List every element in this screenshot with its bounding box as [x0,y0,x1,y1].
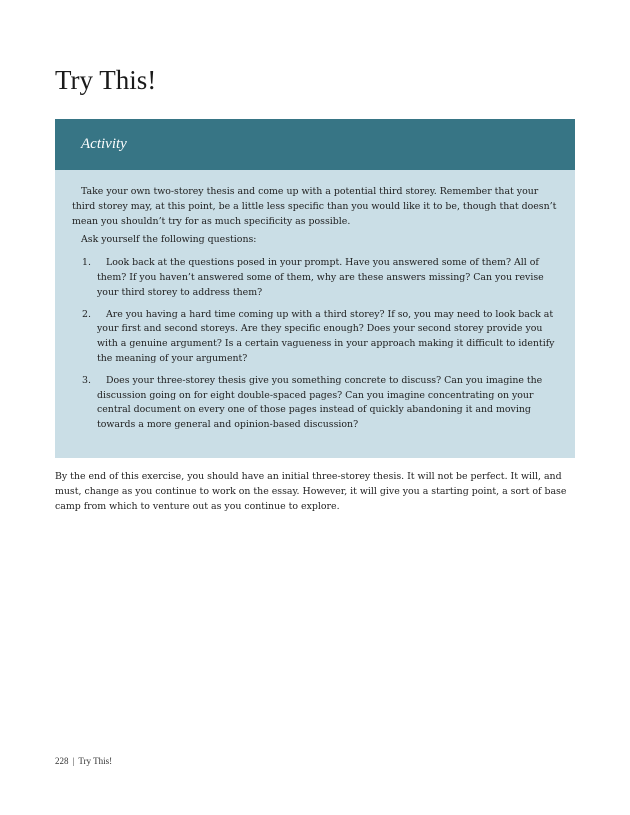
page-number: 228 [55,756,69,766]
questions-intro: Ask yourself the following questions: [81,234,257,246]
closing-paragraph: By the end of this exercise, you should have an initial three-storey thesis. It will not be perfect. It will, and must, change as you continue to work on the essay. However, it will give you a starting point, a sort of base camp from which to venture out as you continue to explore. [55,471,567,512]
question-list [72,256,558,433]
footer-separator: | [72,756,75,766]
question-number: 3. [82,374,91,386]
question-text: Does your three-storey thesis give you something concrete to discuss? Can you imagine the discussion going on for eight double-spaced pages? Can you imagine concentrating on your central document on every one of those pages instead of quickly abandoning it and moving towards a more general and opinion-based discussion? [97,374,543,431]
question-number: 2. [82,308,91,320]
footer-section-title: Try This! [78,756,113,766]
page-footer [55,754,112,768]
question-item [72,374,558,433]
activity-body [55,170,575,433]
page-title: Try This! [55,65,157,95]
question-item [72,256,558,300]
question-text: Are you having a hard time coming up with a third storey? If so, you may need to look back at your first and second storeys. Are they specific enough? Does your second storey provide you with a genuine argument? Is a certain vagueness in your approach making it difficult to identify the meaning of your argument? [97,308,555,364]
activity-intro: Take your own two-storey thesis and come up with a potential third storey. Remember that your third storey may, at this point, be a little less specific than you would like it to be, though that doesn’t mean you shouldn’t try for as much specificity as possible. [72,186,557,227]
activity-box [55,119,575,458]
question-text: Look back at the questions posed in your prompt. Have you answered some of them? All of them? If you haven’t answered some of them, why are these answers missing? Can you revise your third storey to address them? [97,257,544,298]
activity-title: Activity [81,136,127,152]
activity-header [55,119,575,170]
question-item [72,308,558,367]
question-number: 1. [82,257,91,269]
